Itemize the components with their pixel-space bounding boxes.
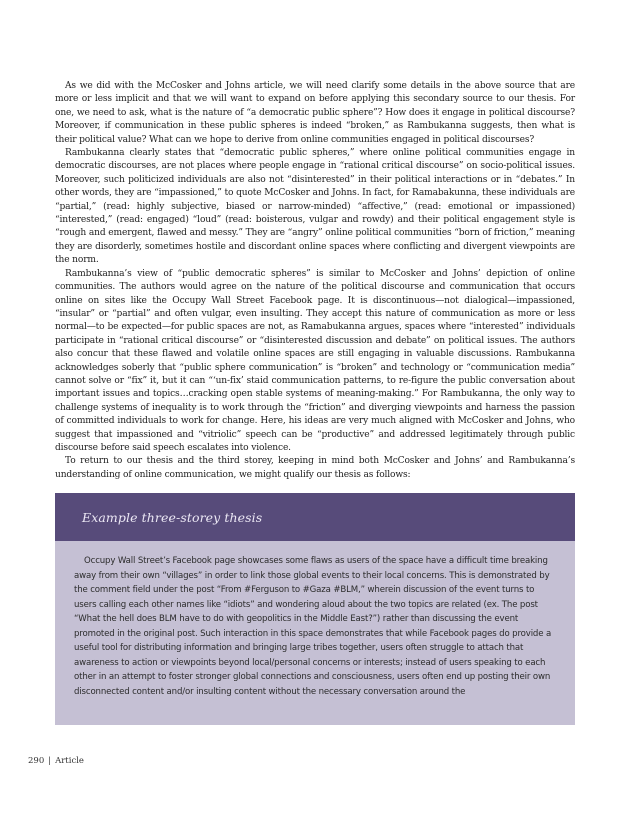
footer-section-label: Article bbox=[55, 756, 84, 766]
example-box-header bbox=[55, 493, 575, 541]
body-paragraph-3: Rambukanna’s view of “public democratic spheres” is similar to McCosker and Johns’ depiction of online communities. The authors would agree on the nature of the political discourse and communication that occurs online on sites like the Occupy Wall Street Facebook page. It is discontinuous—not dialogical—impassioned, “insular” or “partial” and often vulgar, even insulting. They accept this nature of communication as more or less normal—to be expected—for public spaces are not, as Ramabukanna argues, spaces where “interested” individuals participate in “rational critical discourse” or “disinterested discussion and debate” on political issues. The authors also concur that these flawed and volatile online spaces are still engaging in valuable discussions. Rambukanna acknowledges soberly that “public sphere communication” is “broken” and technology or “communication media” cannot solve or “fix” it, but it can “‘un-fix’ staid communication patterns, to re-figure the public conversation about important issues and topics…cracking open stable systems of meaning-making.” For Rambukanna, the only way to challenge systems of inequality is to work through the “friction” and diverging viewpoints and harness the passion of committed individuals to work for change. Here, his ideas are very much aligned with McCosker and Johns, who suggest that impassioned and “vitriolic” speech can be “productive” and addressed legitimately through public discourse before said speech escalates into violence. bbox=[55, 268, 575, 453]
example-box-body bbox=[55, 541, 575, 725]
body-paragraph-1: As we did with the McCosker and Johns article, we will need clarify some details in the above source that are more or less implicit and that we will want to expand on before applying this secondary source to our thesis. For one, we need to ask, what is the nature of “a democratic public sphere”? How does it engage in political discourse? Moreover, if communication in these public spheres is indeed “broken,” as Rambukanna suggests, then what is their political value? What can we hope to derive from online communities engaged in political discourses? bbox=[55, 81, 575, 145]
body-paragraph-4: To return to our thesis and the third storey, keeping in mind both McCosker and Johns’ and Rambukanna’s understanding of online communication, we might qualify our thesis as follows: bbox=[55, 456, 575, 480]
footer-separator: | bbox=[48, 756, 52, 766]
article-body bbox=[55, 80, 575, 482]
page-number: 290 bbox=[28, 756, 45, 766]
body-paragraph-2: Rambukanna clearly states that “democratic public spheres,” where online political communities engage in democratic discourses, are not places where people engage in “rational critical discourse” on socio-political issues. Moreover, such politicized individuals are also not “disinterested” in their political interactions or in “debates.” In other words, they are “impassioned,” to quote McCosker and Johns. In fact, for Ramabakunna, these individuals are “partial,” (read: highly subjective, biased or narrow-minded) “affective,” (read: emotional or impassioned) “interested,” (read: engaged) “loud” (read: boisterous, vulgar and rowdy) and their political engagement style is “rough and emergent, flawed and messy.” They are “angry” online political communities “born of friction,” meaning they are disorderly, sometimes hostile and discordant online spaces where conflicting and divergent viewpoints are the norm. bbox=[55, 148, 575, 266]
example-thesis-box bbox=[55, 493, 575, 725]
example-box-title: Example three-storey thesis bbox=[82, 509, 263, 525]
page-footer bbox=[28, 756, 84, 766]
example-box-text: Occupy Wall Street’s Facebook page showcases some flaws as users of the space have a difficult time breaking away from their own “villages” in order to link those global events to their local concerns. This is demonstrated by the comment field under the post “From #Ferguson to #Gaza #BLM,” wherein discussion of the event turns to users calling each other names like “idiots” and wondering aloud about the two topics are related (ex. The post “What the hell does BLM have to do with geopolitics in the Middle East?”) rather than discussing the event promoted in the original post. Such interaction in this space demonstrates that while Facebook pages do provide a useful tool for distributing information and bringing large tribes together, users often struggle to attach that awareness to action or viewpoints beyond local/personal concerns or interests; instead of users speaking to each other in an attempt to foster stronger global connections and consciousness, users often end up posting their own disconnected content and/or insulting content without the necessary conversation around the bbox=[74, 556, 552, 697]
